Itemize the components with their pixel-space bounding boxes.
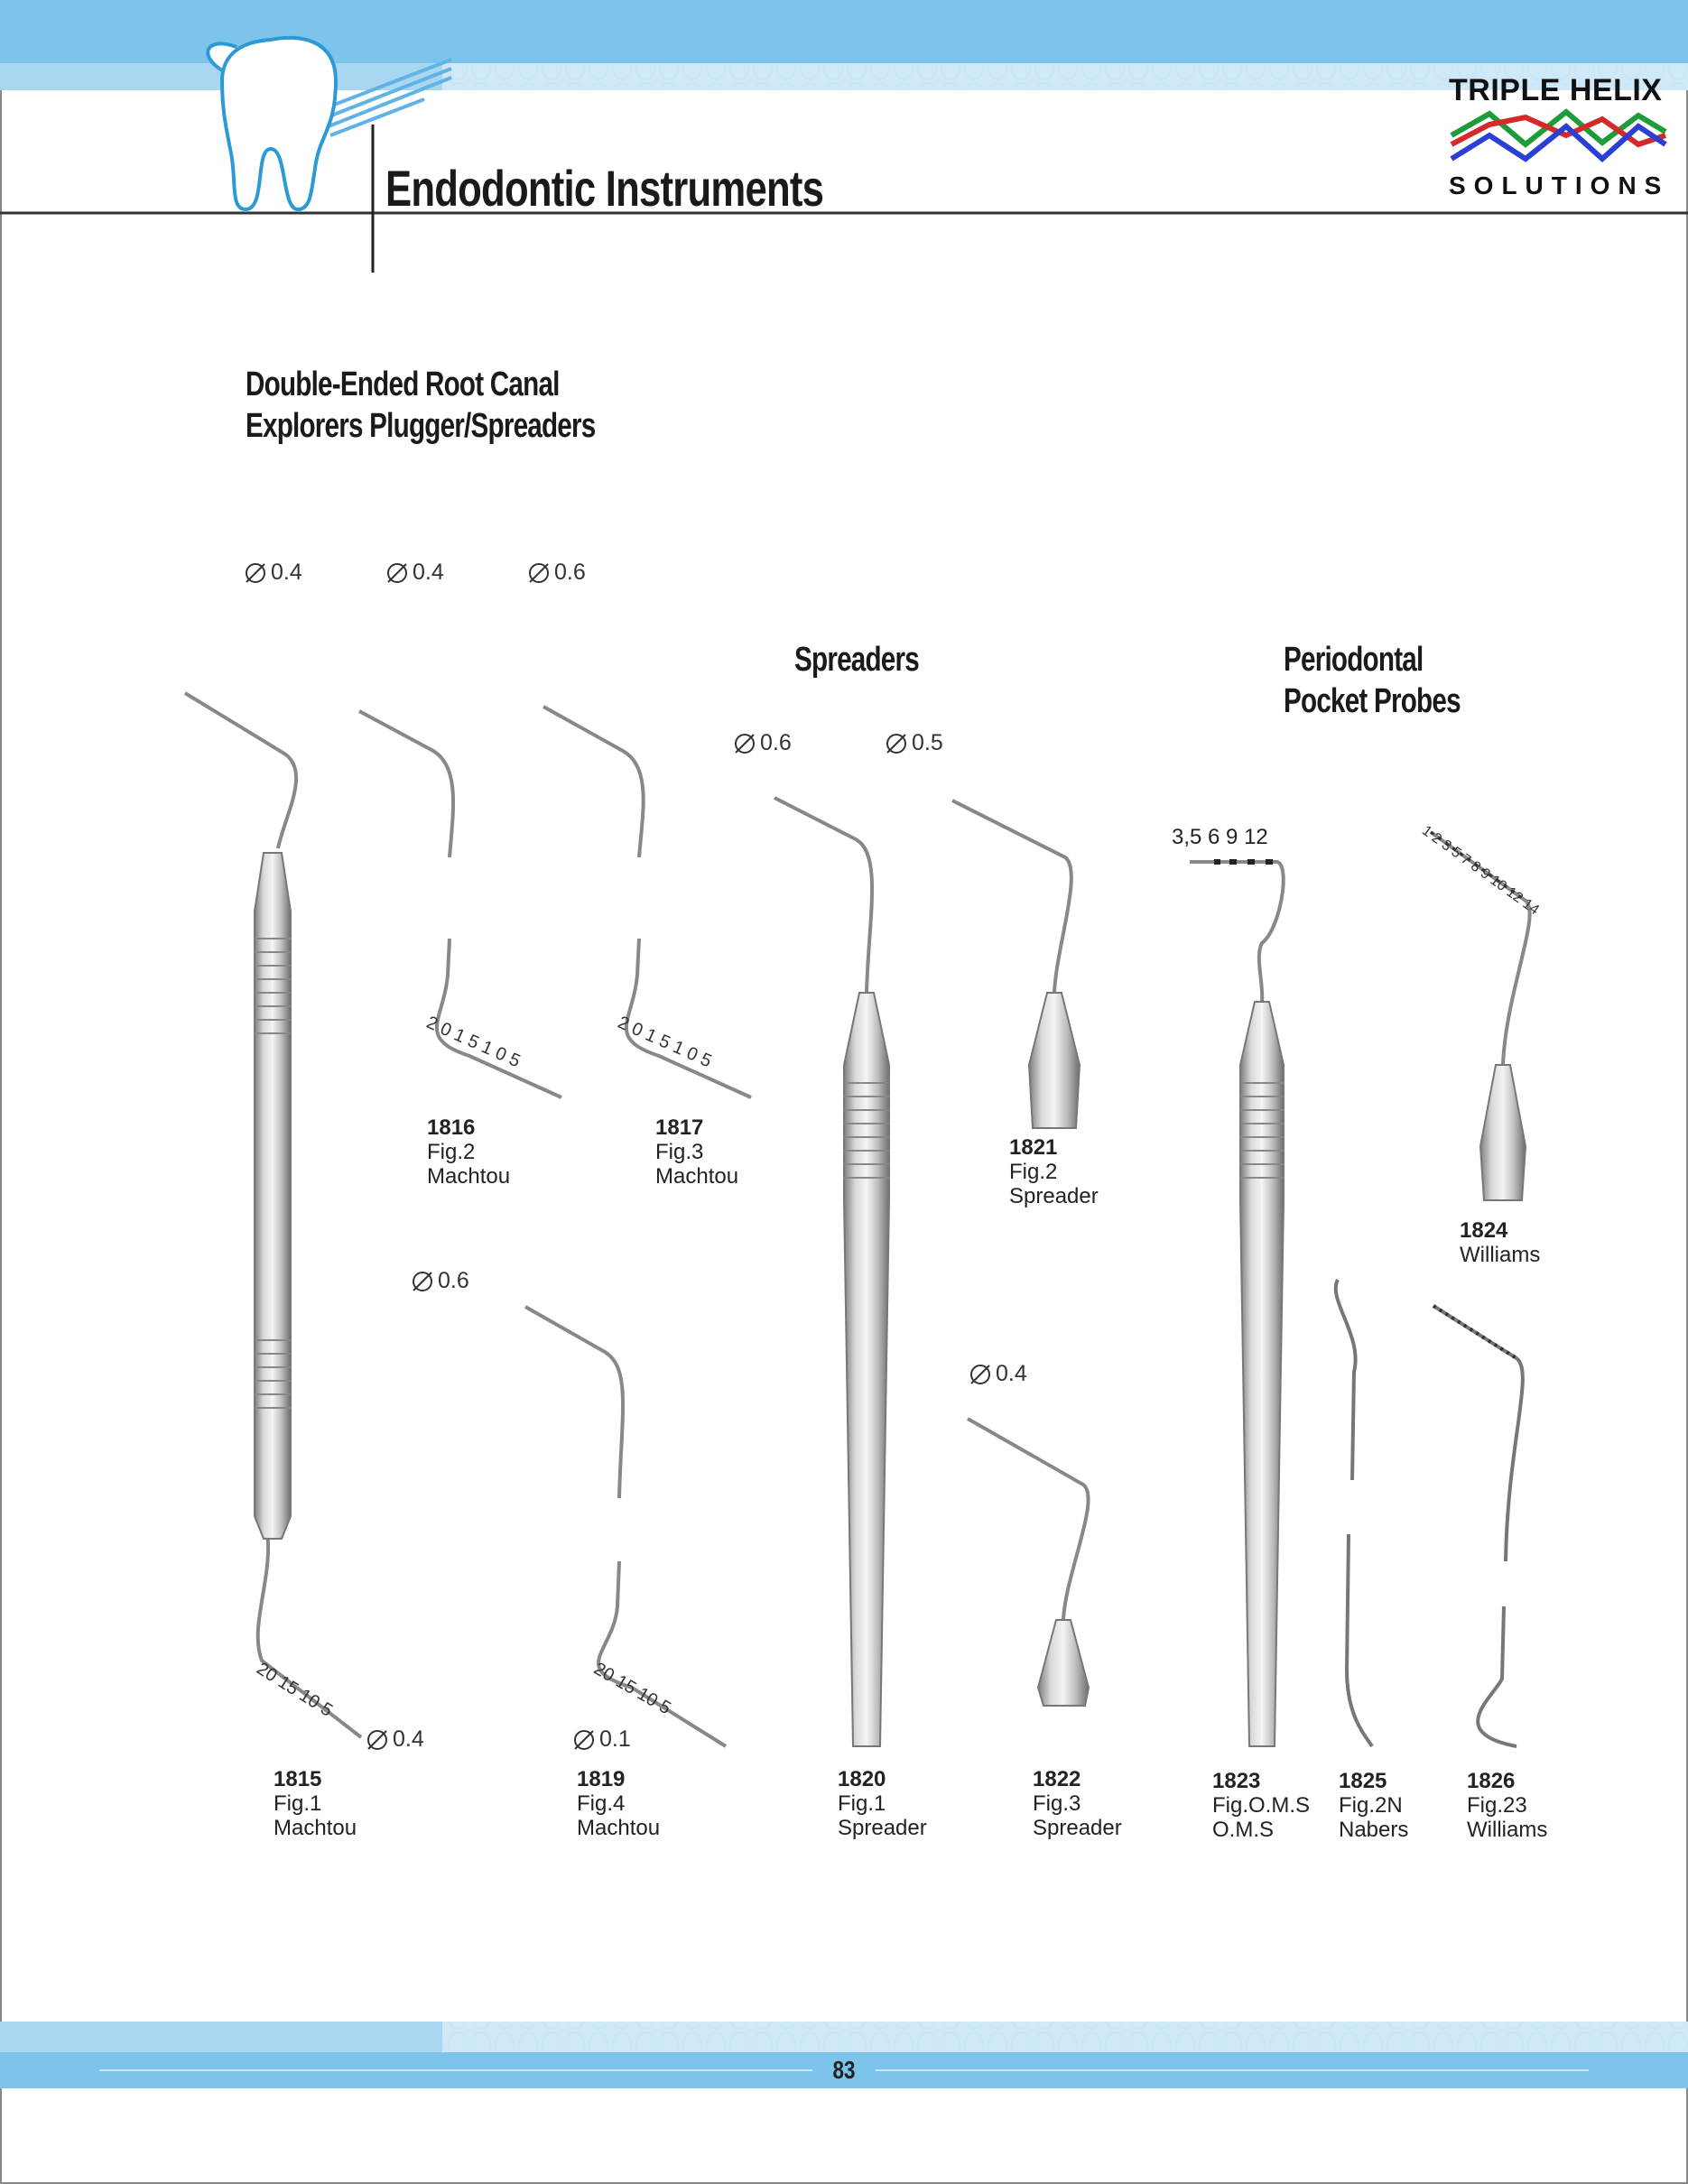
diameter-icon <box>411 1270 434 1293</box>
instrument-1815 <box>185 693 361 1737</box>
depth-marks-1817: 2 0 1 5 1 0 5 <box>615 1013 715 1072</box>
instrument-1823 <box>1190 862 1284 1746</box>
label-1820: 1820 Fig.1 Spreader <box>838 1767 927 1840</box>
label-1821: 1821 Fig.2 Spreader <box>1009 1135 1099 1208</box>
section-heading-root-canal <box>246 364 694 447</box>
label-1816: 1816 Fig.2 Machtou <box>427 1115 511 1189</box>
label-1824: 1824 Williams <box>1460 1218 1541 1267</box>
diameter-icon <box>969 1363 992 1386</box>
label-1815: 1815 Fig.1 Machtou <box>274 1767 357 1840</box>
page-number: 83 <box>832 2056 856 2084</box>
section-heading-line2: Explorers Plugger/Spreaders <box>246 407 596 445</box>
label-1826: 1826 Fig.23 Williams <box>1467 1769 1548 1842</box>
diameter-icon <box>572 1728 596 1752</box>
depth-marks-1816: 2 0 1 5 1 0 5 <box>423 1013 524 1072</box>
diameter-1819-bottom: 0.1 <box>572 1726 631 1753</box>
logo-text-top: TRIPLE HELIX <box>1449 73 1663 107</box>
instrument-1825 <box>1336 1280 1372 1746</box>
diameter-icon <box>885 732 908 755</box>
probe-marks-1823: 3,5 6 9 12 <box>1172 825 1268 849</box>
diameter-icon <box>385 561 409 585</box>
section-heading-line1: Double-Ended Root Canal <box>246 366 560 403</box>
diameter-1821: 0.5 <box>885 730 943 756</box>
diameter-1819: 0.6 <box>411 1268 469 1294</box>
tooth-icon <box>208 38 336 209</box>
instrument-1821 <box>952 800 1080 1128</box>
diameter-icon <box>527 561 551 585</box>
label-1817: 1817 Fig.3 Machtou <box>655 1115 739 1189</box>
instrument-1826 <box>1433 1306 1523 1746</box>
label-1819: 1819 Fig.4 Machtou <box>577 1767 661 1840</box>
diameter-1817: 0.6 <box>527 560 586 586</box>
diameter-icon <box>366 1728 389 1752</box>
section-heading-perio <box>1284 639 1510 722</box>
label-1823: 1823 Fig.O.M.S O.M.S <box>1212 1769 1311 1842</box>
logo-text-bottom: SOLUTIONS <box>1449 171 1670 199</box>
diameter-1815-top: 0.4 <box>244 560 302 586</box>
diameter-icon <box>733 732 756 755</box>
diameter-1822: 0.4 <box>969 1361 1027 1387</box>
section-heading-spreaders: Spreaders <box>794 641 919 679</box>
diameter-1816: 0.4 <box>385 560 444 586</box>
label-1822: 1822 Fig.3 Spreader <box>1033 1767 1122 1840</box>
diameter-1815-bottom: 0.4 <box>366 1726 424 1753</box>
perio-heading-line1: Periodontal <box>1284 641 1424 679</box>
perio-heading-line2: Pocket Probes <box>1284 682 1461 720</box>
depth-marks-1815: 20 15 10 5 <box>253 1659 337 1721</box>
instrument-1820 <box>774 798 889 1746</box>
probe-marks-1824: 1 2 3 5 7 8 9 10 12 14 <box>1419 823 1542 919</box>
page-title: Endodontic Instruments <box>385 160 824 217</box>
depth-marks-1819: 20 15 10 5 <box>590 1659 674 1719</box>
logo-helix-icon <box>1451 112 1665 159</box>
instrument-1822 <box>968 1419 1089 1706</box>
diameter-1820: 0.6 <box>733 730 792 756</box>
label-1825: 1825 Fig.2N Nabers <box>1339 1769 1409 1842</box>
diameter-icon <box>244 561 267 585</box>
